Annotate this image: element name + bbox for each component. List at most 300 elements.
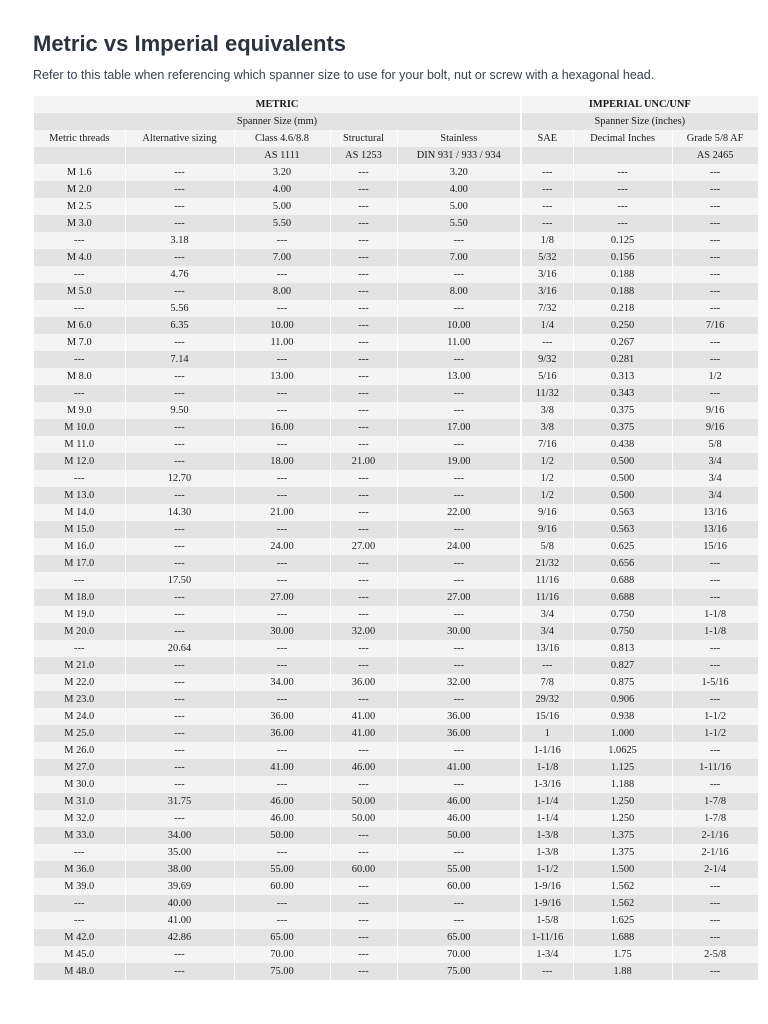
alternative-sizing-cell: 9.50 <box>125 402 234 419</box>
column-header: Structural <box>330 130 397 147</box>
class-cell: --- <box>234 606 330 623</box>
stainless-cell: 5.50 <box>397 215 521 232</box>
alternative-sizing-cell: 5.56 <box>125 300 234 317</box>
sae-cell: 1-1/4 <box>521 793 573 810</box>
class-cell: 18.00 <box>234 453 330 470</box>
structural-cell: --- <box>330 589 397 606</box>
stainless-cell: --- <box>397 640 521 657</box>
stainless-cell: 41.00 <box>397 759 521 776</box>
structural-cell: 50.00 <box>330 810 397 827</box>
sae-cell: 3/16 <box>521 266 573 283</box>
table-row <box>34 198 758 215</box>
stainless-cell: --- <box>397 606 521 623</box>
class-cell: 3.20 <box>234 164 330 181</box>
table-row <box>34 589 758 606</box>
structural-cell: --- <box>330 283 397 300</box>
metric-thread-cell: M 25.0 <box>34 725 125 742</box>
structural-cell: --- <box>330 266 397 283</box>
sae-cell: 3/16 <box>521 283 573 300</box>
column-header: SAE <box>521 130 573 147</box>
class-cell: 41.00 <box>234 759 330 776</box>
alternative-sizing-cell: --- <box>125 759 234 776</box>
class-cell: 46.00 <box>234 810 330 827</box>
sae-cell: --- <box>521 164 573 181</box>
grade-af-cell: --- <box>672 385 758 402</box>
structural-cell: --- <box>330 487 397 504</box>
grade-af-cell: --- <box>672 912 758 929</box>
class-cell: 10.00 <box>234 317 330 334</box>
grade-af-cell: 1-5/16 <box>672 674 758 691</box>
alternative-sizing-cell: --- <box>125 283 234 300</box>
sae-cell: 1-9/16 <box>521 878 573 895</box>
stainless-cell: --- <box>397 844 521 861</box>
table-row <box>34 402 758 419</box>
structural-cell: --- <box>330 521 397 538</box>
alternative-sizing-cell: 6.35 <box>125 317 234 334</box>
decimal-inches-cell: 0.500 <box>573 470 672 487</box>
class-cell: 75.00 <box>234 963 330 980</box>
sae-cell: --- <box>521 963 573 980</box>
stainless-cell: 5.00 <box>397 198 521 215</box>
stainless-cell: --- <box>397 912 521 929</box>
alternative-sizing-cell: 31.75 <box>125 793 234 810</box>
structural-cell: --- <box>330 742 397 759</box>
metric-thread-cell: M 23.0 <box>34 691 125 708</box>
stainless-cell: 36.00 <box>397 725 521 742</box>
class-cell: 70.00 <box>234 946 330 963</box>
alternative-sizing-cell: --- <box>125 810 234 827</box>
metric-spanner-size-header: Spanner Size (mm) <box>34 113 521 130</box>
sae-cell: --- <box>521 657 573 674</box>
metric-thread-cell: M 31.0 <box>34 793 125 810</box>
sae-cell: 1-1/4 <box>521 810 573 827</box>
table-row <box>34 453 758 470</box>
alternative-sizing-cell: --- <box>125 215 234 232</box>
table-row <box>34 929 758 946</box>
metric-thread-cell: M 36.0 <box>34 861 125 878</box>
table-row <box>34 895 758 912</box>
metric-thread-cell: M 2.5 <box>34 198 125 215</box>
class-cell: --- <box>234 232 330 249</box>
sae-cell: 3/4 <box>521 623 573 640</box>
decimal-inches-cell: 1.688 <box>573 929 672 946</box>
class-cell: 11.00 <box>234 334 330 351</box>
alternative-sizing-cell: --- <box>125 742 234 759</box>
sae-cell: 1-1/8 <box>521 759 573 776</box>
column-header: Grade 5/8 AF <box>672 130 758 147</box>
decimal-inches-cell: 1.500 <box>573 861 672 878</box>
alternative-sizing-cell: --- <box>125 181 234 198</box>
grade-af-cell: --- <box>672 215 758 232</box>
structural-cell: --- <box>330 334 397 351</box>
stainless-cell: 60.00 <box>397 878 521 895</box>
stainless-cell: --- <box>397 895 521 912</box>
table-row <box>34 844 758 861</box>
sae-cell: 29/32 <box>521 691 573 708</box>
grade-af-cell: --- <box>672 555 758 572</box>
table-row <box>34 674 758 691</box>
grade-af-cell: --- <box>672 878 758 895</box>
grade-af-cell: 2-1/16 <box>672 844 758 861</box>
structural-cell: --- <box>330 844 397 861</box>
stainless-cell: --- <box>397 572 521 589</box>
alternative-sizing-cell: --- <box>125 538 234 555</box>
column-header: Decimal Inches <box>573 130 672 147</box>
grade-af-cell: --- <box>672 164 758 181</box>
stainless-cell: --- <box>397 521 521 538</box>
class-cell: 50.00 <box>234 827 330 844</box>
decimal-inches-cell: --- <box>573 181 672 198</box>
sae-cell: 15/16 <box>521 708 573 725</box>
metric-thread-cell: M 21.0 <box>34 657 125 674</box>
grade-af-cell: 2-1/16 <box>672 827 758 844</box>
grade-af-cell: 9/16 <box>672 402 758 419</box>
imperial-group-header: IMPERIAL UNC/UNF <box>521 96 758 113</box>
structural-cell: --- <box>330 249 397 266</box>
grade-af-cell: 13/16 <box>672 521 758 538</box>
sae-cell: 1 <box>521 725 573 742</box>
alternative-sizing-cell: --- <box>125 946 234 963</box>
stainless-cell: --- <box>397 266 521 283</box>
metric-thread-cell: M 9.0 <box>34 402 125 419</box>
stainless-cell: --- <box>397 300 521 317</box>
table-row <box>34 708 758 725</box>
metric-thread-cell: --- <box>34 844 125 861</box>
stainless-cell: --- <box>397 742 521 759</box>
table-row <box>34 912 758 929</box>
alternative-sizing-cell: 12.70 <box>125 470 234 487</box>
sae-cell: --- <box>521 198 573 215</box>
metric-thread-cell: M 24.0 <box>34 708 125 725</box>
sae-cell: 1-11/16 <box>521 929 573 946</box>
alternative-sizing-cell: --- <box>125 453 234 470</box>
metric-thread-cell: M 17.0 <box>34 555 125 572</box>
grade-af-cell: --- <box>672 249 758 266</box>
alternative-sizing-cell: --- <box>125 249 234 266</box>
class-cell: --- <box>234 912 330 929</box>
column-header: Class 4.6/8.8 <box>234 130 330 147</box>
sae-cell: 1-3/8 <box>521 827 573 844</box>
structural-cell: --- <box>330 317 397 334</box>
table-row <box>34 164 758 181</box>
metric-thread-cell: M 27.0 <box>34 759 125 776</box>
class-cell: --- <box>234 776 330 793</box>
table-row <box>34 266 758 283</box>
alternative-sizing-cell: --- <box>125 963 234 980</box>
table-row <box>34 759 758 776</box>
metric-thread-cell: --- <box>34 895 125 912</box>
decimal-inches-cell: 1.188 <box>573 776 672 793</box>
class-cell: --- <box>234 436 330 453</box>
structural-cell: --- <box>330 436 397 453</box>
grade-af-cell: --- <box>672 334 758 351</box>
grade-af-cell: 9/16 <box>672 419 758 436</box>
metric-thread-cell: M 39.0 <box>34 878 125 895</box>
structural-cell: --- <box>330 232 397 249</box>
metric-thread-cell: M 42.0 <box>34 929 125 946</box>
class-cell: --- <box>234 385 330 402</box>
sae-cell: 1-9/16 <box>521 895 573 912</box>
stainless-cell: 36.00 <box>397 708 521 725</box>
class-cell: 36.00 <box>234 708 330 725</box>
sae-cell: 3/8 <box>521 419 573 436</box>
class-cell: --- <box>234 266 330 283</box>
sae-cell: 9/16 <box>521 521 573 538</box>
table-row <box>34 861 758 878</box>
structural-cell: --- <box>330 504 397 521</box>
stainless-cell: 46.00 <box>397 793 521 810</box>
column-header: Metric threads <box>34 130 125 147</box>
sae-cell: 13/16 <box>521 640 573 657</box>
structural-cell: --- <box>330 776 397 793</box>
class-cell: --- <box>234 657 330 674</box>
decimal-inches-cell: 0.827 <box>573 657 672 674</box>
decimal-inches-cell: 0.313 <box>573 368 672 385</box>
decimal-inches-cell: 0.438 <box>573 436 672 453</box>
class-cell: 30.00 <box>234 623 330 640</box>
stainless-cell: --- <box>397 776 521 793</box>
standard-label: DIN 931 / 933 / 934 <box>397 147 521 164</box>
table-row <box>34 470 758 487</box>
table-row <box>34 538 758 555</box>
sae-cell: 11/16 <box>521 589 573 606</box>
alternative-sizing-cell: 14.30 <box>125 504 234 521</box>
stainless-cell: 46.00 <box>397 810 521 827</box>
sae-cell: 1-3/8 <box>521 844 573 861</box>
stainless-cell: --- <box>397 487 521 504</box>
decimal-inches-cell: 0.218 <box>573 300 672 317</box>
class-cell: --- <box>234 487 330 504</box>
intro-text: Refer to this table when referencing which spanner size to use for your bolt, nut or screw with a hexagonal head. <box>33 68 655 82</box>
metric-thread-cell: M 22.0 <box>34 674 125 691</box>
structural-cell: --- <box>330 895 397 912</box>
standard-label <box>521 147 573 164</box>
class-cell: 21.00 <box>234 504 330 521</box>
structural-cell: --- <box>330 351 397 368</box>
table-row <box>34 725 758 742</box>
sae-cell: 1-1/16 <box>521 742 573 759</box>
stainless-cell: 13.00 <box>397 368 521 385</box>
metric-thread-cell: M 32.0 <box>34 810 125 827</box>
grade-af-cell: 1-1/2 <box>672 708 758 725</box>
structural-cell: --- <box>330 368 397 385</box>
table-row <box>34 317 758 334</box>
alternative-sizing-cell: 34.00 <box>125 827 234 844</box>
structural-cell: --- <box>330 181 397 198</box>
metric-thread-cell: M 15.0 <box>34 521 125 538</box>
table-row <box>34 623 758 640</box>
metric-thread-cell: --- <box>34 572 125 589</box>
alternative-sizing-cell: 39.69 <box>125 878 234 895</box>
stainless-cell: 24.00 <box>397 538 521 555</box>
structural-cell: --- <box>330 963 397 980</box>
decimal-inches-cell: 0.688 <box>573 589 672 606</box>
metric-thread-cell: --- <box>34 640 125 657</box>
class-cell: 55.00 <box>234 861 330 878</box>
metric-thread-cell: M 8.0 <box>34 368 125 385</box>
grade-af-cell: 3/4 <box>672 487 758 504</box>
table-row <box>34 793 758 810</box>
structural-cell: --- <box>330 878 397 895</box>
decimal-inches-cell: 1.250 <box>573 810 672 827</box>
metric-thread-cell: M 4.0 <box>34 249 125 266</box>
structural-cell: 21.00 <box>330 453 397 470</box>
class-cell: 27.00 <box>234 589 330 606</box>
decimal-inches-cell: 0.563 <box>573 521 672 538</box>
table-row <box>34 640 758 657</box>
class-cell: --- <box>234 470 330 487</box>
grade-af-cell: 3/4 <box>672 470 758 487</box>
column-header-row <box>34 130 758 147</box>
grade-af-cell: --- <box>672 742 758 759</box>
decimal-inches-cell: 1.562 <box>573 895 672 912</box>
standard-label: AS 2465 <box>672 147 758 164</box>
metric-thread-cell: M 13.0 <box>34 487 125 504</box>
standard-label <box>34 147 125 164</box>
grade-af-cell: --- <box>672 929 758 946</box>
grade-af-cell: 1-7/8 <box>672 810 758 827</box>
metric-thread-cell: --- <box>34 912 125 929</box>
table-row <box>34 283 758 300</box>
class-cell: 16.00 <box>234 419 330 436</box>
class-cell: --- <box>234 742 330 759</box>
grade-af-cell: 1-1/8 <box>672 623 758 640</box>
metric-thread-cell: M 16.0 <box>34 538 125 555</box>
structural-cell: --- <box>330 572 397 589</box>
metric-thread-cell: M 20.0 <box>34 623 125 640</box>
alternative-sizing-cell: --- <box>125 623 234 640</box>
decimal-inches-cell: 0.375 <box>573 419 672 436</box>
alternative-sizing-cell: 20.64 <box>125 640 234 657</box>
alternative-sizing-cell: 41.00 <box>125 912 234 929</box>
alternative-sizing-cell: --- <box>125 657 234 674</box>
decimal-inches-cell: 0.188 <box>573 283 672 300</box>
sae-cell: 1/2 <box>521 487 573 504</box>
alternative-sizing-cell: --- <box>125 385 234 402</box>
sae-cell: --- <box>521 334 573 351</box>
grade-af-cell: 3/4 <box>672 453 758 470</box>
alternative-sizing-cell: --- <box>125 708 234 725</box>
decimal-inches-cell: 0.813 <box>573 640 672 657</box>
stainless-cell: --- <box>397 351 521 368</box>
grade-af-cell: --- <box>672 198 758 215</box>
decimal-inches-cell: 0.188 <box>573 266 672 283</box>
decimal-inches-cell: 1.0625 <box>573 742 672 759</box>
decimal-inches-cell: 0.125 <box>573 232 672 249</box>
sae-cell: --- <box>521 181 573 198</box>
stainless-cell: --- <box>397 555 521 572</box>
stainless-cell: --- <box>397 436 521 453</box>
table-row <box>34 419 758 436</box>
decimal-inches-cell: 0.343 <box>573 385 672 402</box>
decimal-inches-cell: 1.125 <box>573 759 672 776</box>
table-row <box>34 742 758 759</box>
grade-af-cell: 2-1/4 <box>672 861 758 878</box>
table-row <box>34 215 758 232</box>
table-row <box>34 963 758 980</box>
sae-cell: 7/32 <box>521 300 573 317</box>
imperial-spanner-size-header: Spanner Size (inches) <box>521 113 758 130</box>
table-row <box>34 691 758 708</box>
decimal-inches-cell: 0.500 <box>573 453 672 470</box>
decimal-inches-cell: 0.267 <box>573 334 672 351</box>
grade-af-cell: 7/16 <box>672 317 758 334</box>
stainless-cell: 70.00 <box>397 946 521 963</box>
decimal-inches-cell: 0.750 <box>573 606 672 623</box>
stainless-cell: --- <box>397 470 521 487</box>
sae-cell: 7/16 <box>521 436 573 453</box>
class-cell: --- <box>234 895 330 912</box>
grade-af-cell: --- <box>672 657 758 674</box>
column-header: Stainless <box>397 130 521 147</box>
grade-af-cell: --- <box>672 691 758 708</box>
sae-cell: --- <box>521 215 573 232</box>
class-cell: 5.50 <box>234 215 330 232</box>
stainless-cell: 11.00 <box>397 334 521 351</box>
decimal-inches-cell: 1.375 <box>573 844 672 861</box>
sae-cell: 1/2 <box>521 453 573 470</box>
grade-af-cell: --- <box>672 572 758 589</box>
class-cell: 7.00 <box>234 249 330 266</box>
group-header-row <box>34 96 758 113</box>
alternative-sizing-cell: --- <box>125 589 234 606</box>
structural-cell: --- <box>330 912 397 929</box>
grade-af-cell: 1-1/2 <box>672 725 758 742</box>
alternative-sizing-cell: --- <box>125 487 234 504</box>
table-row <box>34 487 758 504</box>
table-row <box>34 249 758 266</box>
metric-thread-cell: M 7.0 <box>34 334 125 351</box>
sae-cell: 9/16 <box>521 504 573 521</box>
sae-cell: 7/8 <box>521 674 573 691</box>
grade-af-cell: --- <box>672 266 758 283</box>
stainless-cell: 10.00 <box>397 317 521 334</box>
alternative-sizing-cell: --- <box>125 555 234 572</box>
class-cell: --- <box>234 351 330 368</box>
class-cell: --- <box>234 521 330 538</box>
stainless-cell: --- <box>397 657 521 674</box>
structural-cell: --- <box>330 385 397 402</box>
class-cell: --- <box>234 572 330 589</box>
alternative-sizing-cell: --- <box>125 334 234 351</box>
standards-header-row <box>34 147 758 164</box>
grade-af-cell: --- <box>672 895 758 912</box>
standard-label <box>125 147 234 164</box>
grade-af-cell: --- <box>672 300 758 317</box>
decimal-inches-cell: 0.906 <box>573 691 672 708</box>
decimal-inches-cell: 0.250 <box>573 317 672 334</box>
metric-group-header: METRIC <box>34 96 521 113</box>
grade-af-cell: 1-11/16 <box>672 759 758 776</box>
subgroup-header-row <box>34 113 758 130</box>
grade-af-cell: 1-7/8 <box>672 793 758 810</box>
table-row <box>34 300 758 317</box>
metric-thread-cell: M 12.0 <box>34 453 125 470</box>
alternative-sizing-cell: --- <box>125 606 234 623</box>
structural-cell: --- <box>330 929 397 946</box>
structural-cell: 27.00 <box>330 538 397 555</box>
grade-af-cell: --- <box>672 589 758 606</box>
structural-cell: --- <box>330 946 397 963</box>
alternative-sizing-cell: 17.50 <box>125 572 234 589</box>
class-cell: 60.00 <box>234 878 330 895</box>
column-header: Alternative sizing <box>125 130 234 147</box>
sae-cell: 1-3/4 <box>521 946 573 963</box>
metric-thread-cell: --- <box>34 351 125 368</box>
metric-thread-cell: M 6.0 <box>34 317 125 334</box>
decimal-inches-cell: --- <box>573 198 672 215</box>
decimal-inches-cell: 1.000 <box>573 725 672 742</box>
